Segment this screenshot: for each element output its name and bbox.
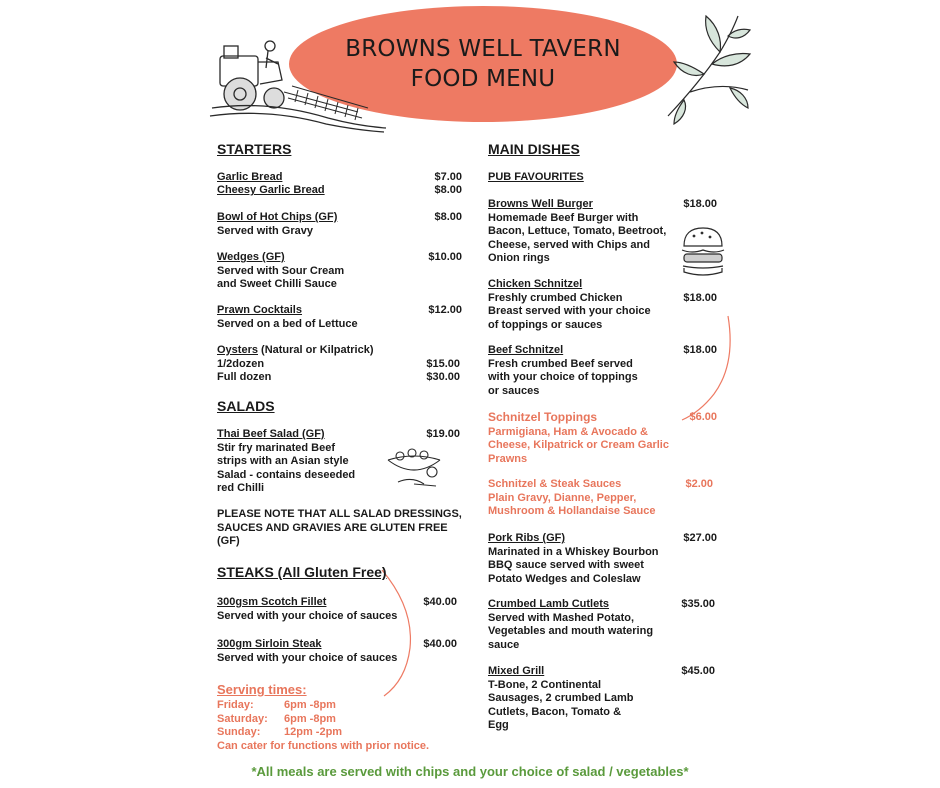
serving-time: 12pm -2pm: [284, 726, 343, 738]
item-name: Oysters: [217, 344, 258, 356]
main-dishes-heading: MAIN DISHES: [488, 141, 580, 157]
item-desc: strips with an Asian style: [217, 455, 349, 467]
item-desc: Onion rings: [488, 252, 550, 264]
item-desc: Cutlets, Bacon, Tomato &: [488, 705, 622, 718]
item-desc: and Sweet Chilli Sauce: [217, 278, 337, 290]
item-name: Crumbed Lamb Cutlets: [488, 598, 610, 610]
item-desc: Homemade Beef Burger with: [488, 211, 639, 224]
serving-times: [217, 699, 457, 753]
item-name: Browns Well Burger: [488, 198, 593, 210]
item-price: $6.00: [689, 411, 717, 423]
item-name: Pork Ribs (GF): [488, 532, 566, 544]
item-name: 300gm Sirloin Steak: [217, 638, 322, 650]
item-desc: Parmigiana, Ham & Avocado &: [488, 425, 648, 438]
item-desc: Prawns: [488, 452, 528, 465]
item-desc: sauce: [488, 638, 520, 651]
item-desc: Breast served with your choice: [488, 305, 651, 317]
item-price: $12.00: [428, 304, 462, 316]
serving-times-heading: Serving times:: [217, 682, 307, 697]
item-price: $40.00: [423, 638, 457, 650]
menu-item-prawn-cocktails: [217, 304, 462, 331]
item-desc: Potato Wedges and Coleslaw: [488, 572, 641, 585]
note-line: PLEASE NOTE THAT ALL SALAD DRESSINGS,: [217, 508, 462, 520]
menu-item-schnitzel-steak-sauces: [488, 478, 713, 519]
item-name: Thai Beef Salad (GF): [217, 428, 325, 440]
leaves-illustration: [660, 12, 756, 130]
functions-note: Can cater for functions with prior notice.: [217, 739, 430, 752]
item-price: $30.00: [426, 371, 460, 383]
item-name: Cheesy Garlic Bread: [217, 184, 325, 196]
item-desc: red Chilli: [217, 482, 265, 494]
item-desc: Plain Gravy, Dianne, Pepper,: [488, 491, 637, 504]
item-desc: Served with Mashed Potato,: [488, 611, 635, 624]
item-price: $18.00: [683, 291, 717, 304]
note-line: (GF): [217, 535, 240, 547]
item-desc: Vegetables and mouth watering: [488, 625, 654, 637]
menu-item-wedges: [217, 251, 462, 292]
menu-item-chicken-schnitzel: [488, 278, 717, 332]
menu-item-hot-chips: [217, 211, 462, 238]
pub-favourites-subheading: PUB FAVOURITES: [488, 171, 584, 183]
serving-day: Sunday:: [217, 726, 261, 738]
item-price: $40.00: [423, 596, 457, 608]
menu-item-oysters: [217, 344, 460, 385]
item-price: $10.00: [428, 251, 462, 263]
item-desc: Cheese, served with Chips and: [488, 238, 650, 251]
item-name: Mixed Grill: [488, 665, 545, 677]
item-option: 1/2dozen: [217, 357, 265, 370]
starters-heading: STARTERS: [217, 141, 292, 157]
item-price: $8.00: [434, 184, 462, 196]
item-desc: Served on a bed of Lettuce: [217, 317, 358, 330]
item-note: (Natural or Kilpatrick): [261, 344, 374, 356]
item-price: $7.00: [434, 171, 462, 183]
menu-item-mixed-grill: [488, 665, 715, 733]
serving-time: 6pm -8pm: [284, 712, 336, 725]
item-desc: Mushroom & Hollandaise Sauce: [488, 505, 656, 517]
serving-day: Friday:: [217, 699, 254, 711]
item-name: 300gsm Scotch Fillet: [217, 596, 327, 608]
item-desc: Sausages, 2 crumbed Lamb: [488, 692, 634, 704]
menu-item-scotch-fillet: [217, 596, 457, 623]
note-line: SAUCES AND GRAVIES ARE GLUTEN FREE: [217, 521, 448, 534]
item-price: $18.00: [683, 198, 717, 210]
item-price: $19.00: [426, 428, 460, 440]
item-price: $35.00: [681, 598, 715, 610]
item-price: $27.00: [683, 532, 717, 544]
menu-item-beef-schnitzel: [488, 344, 717, 398]
item-name: Schnitzel Toppings: [488, 410, 598, 424]
tractor-illustration: [208, 28, 388, 132]
salads-heading: SALADS: [217, 398, 275, 414]
serving-time: 6pm -8pm: [284, 699, 336, 711]
item-name: Chicken Schnitzel: [488, 278, 583, 290]
item-price: $2.00: [685, 478, 713, 490]
item-price: $45.00: [681, 665, 715, 677]
menu-item-browns-well-burger: [488, 198, 717, 266]
menu-item-pork-ribs: [488, 532, 717, 586]
item-desc: Served with your choice of sauces: [217, 609, 398, 622]
menu-item-schnitzel-toppings: [488, 411, 717, 466]
item-desc: or sauces: [488, 384, 540, 397]
item-desc: Egg: [488, 719, 509, 731]
item-name: Bowl of Hot Chips (GF): [217, 211, 338, 223]
item-desc: T-Bone, 2 Continental: [488, 678, 602, 691]
footer-note: *All meals are served with chips and your choice of salad / vegetables*: [251, 764, 689, 779]
item-price: $18.00: [683, 344, 717, 356]
menu-item-thai-beef-salad: [217, 428, 460, 496]
serving-day: Saturday:: [217, 712, 268, 725]
item-desc: BBQ sauce served with sweet: [488, 559, 644, 571]
item-desc: Served with your choice of sauces: [217, 651, 398, 664]
item-desc: Served with Gravy: [217, 224, 313, 237]
menu-item-garlic-bread: [217, 171, 462, 185]
item-price: $8.00: [434, 211, 462, 223]
item-desc: Bacon, Lettuce, Tomato, Beetroot,: [488, 225, 667, 237]
item-option: Full dozen: [217, 371, 272, 383]
item-name: Garlic Bread: [217, 171, 283, 183]
item-desc: Stir fry marinated Beef: [217, 441, 335, 454]
title-line-2: FOOD MENU: [410, 66, 556, 92]
item-name: Schnitzel & Steak Sauces: [488, 478, 622, 490]
item-desc: Salad - contains deseeded: [217, 468, 356, 481]
item-name: Prawn Cocktails: [217, 304, 302, 316]
item-desc: Served with Sour Cream: [217, 264, 345, 277]
item-name: Beef Schnitzel: [488, 344, 564, 356]
item-desc: Freshly crumbed Chicken: [488, 291, 623, 304]
gluten-free-note: [217, 508, 477, 549]
steaks-heading: STEAKS (All Gluten Free): [217, 564, 387, 580]
menu-item-sirloin-steak: [217, 638, 457, 665]
item-price: $15.00: [426, 357, 460, 370]
decorative-curve-left: [380, 568, 420, 698]
item-desc: with your choice of toppings: [488, 371, 638, 383]
menu-item-crumbed-lamb-cutlets: [488, 598, 715, 652]
item-desc: of toppings or sauces: [488, 318, 603, 331]
item-name: Wedges (GF): [217, 251, 285, 263]
item-desc: Fresh crumbed Beef served: [488, 357, 633, 370]
item-desc: Cheese, Kilpatrick or Cream Garlic: [488, 439, 669, 451]
item-desc: Marinated in a Whiskey Bourbon: [488, 545, 659, 558]
title-line-1: BROWNS WELL TAVERN: [345, 36, 621, 62]
menu-item-cheesy-garlic-bread: [217, 184, 462, 198]
